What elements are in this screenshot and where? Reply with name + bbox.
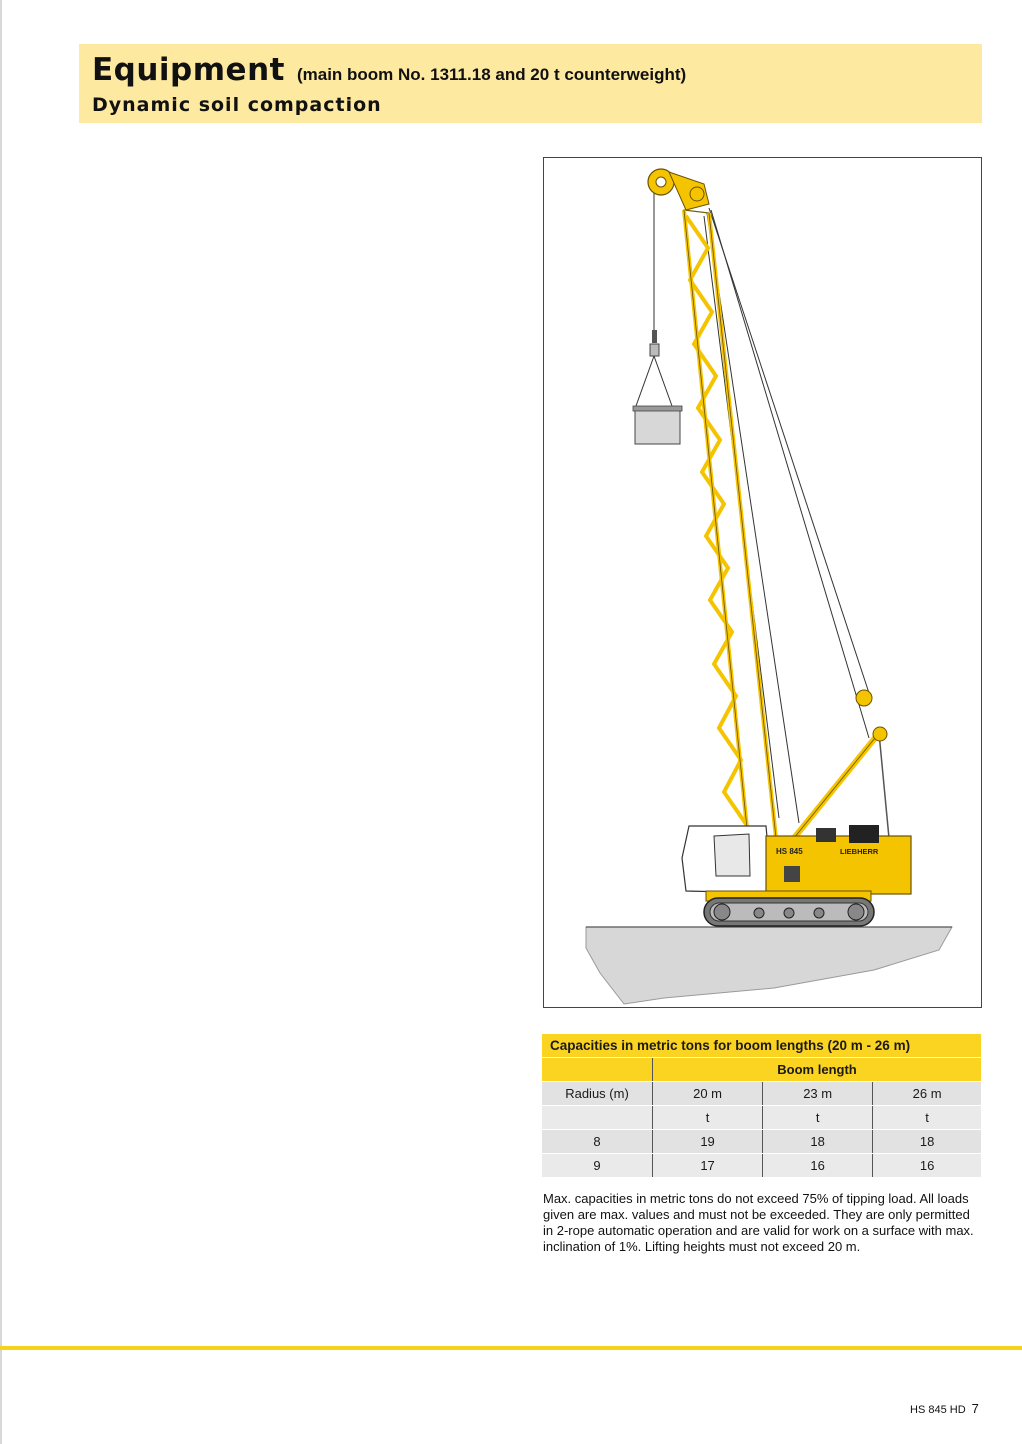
brand-decal: LIEBHERR [840,847,879,856]
table-header-row [542,1082,981,1106]
unit-cell: t [653,1106,763,1130]
column-header: 20 m [653,1082,763,1106]
boom-length-header: Boom length [653,1058,982,1082]
boom-ropes [654,185,869,823]
page-subtitle: Dynamic soil compaction [92,94,382,116]
page-number: 7 [971,1401,979,1416]
crawler-track [704,891,874,926]
capacity-cell: 19 [653,1130,763,1154]
page-left-edge [0,0,2,1444]
page-title-note: (main boom No. 1311.18 and 20 t counterweight) [296,65,687,84]
lattice-boom [684,210,776,848]
radius-cell: 9 [542,1154,653,1178]
section-header [79,44,982,123]
table-row [542,1154,981,1178]
table-units-row [542,1106,981,1130]
radius-cell: 8 [542,1130,653,1154]
column-header: 23 m [763,1082,873,1106]
table-group-row [542,1058,981,1082]
capacity-cell: 16 [763,1154,873,1178]
radius-header: Radius (m) [542,1082,653,1106]
capacity-cell: 17 [653,1154,763,1178]
a-frame [794,690,889,838]
page-title: Equipment [92,52,285,88]
footer-rule [0,1346,1022,1350]
ground-area [586,927,952,1004]
model-decal: HS 845 [776,847,803,856]
compaction-weight [633,330,682,444]
boom-head [648,169,709,210]
capacity-table [542,1034,981,1178]
header-title-line [92,52,686,88]
column-header: 26 m [873,1082,981,1106]
footer-model: HS 845 HD [910,1404,966,1416]
capacity-cell: 18 [763,1130,873,1154]
page-footer [910,1401,979,1416]
crawler-crane-illustration [544,158,981,1007]
unit-cell: t [873,1106,981,1130]
table-title: Capacities in metric tons for boom lengths (20 m - 26 m) [542,1034,981,1058]
capacity-note: Max. capacities in metric tons do not exceed 75% of tipping load. All loads given are max. values and must not be exceeded. They are only permitted in 2-rope automatic operation and are valid for work on a surface with max. inclination of 1%. Lifting heights must not exceed 20 m. [543,1191,974,1254]
table-row [542,1130,981,1154]
crane-figure [543,157,982,1008]
unit-cell: t [763,1106,873,1130]
table-title-row [542,1034,981,1058]
capacity-cell: 18 [873,1130,981,1154]
capacity-cell: 16 [873,1154,981,1178]
